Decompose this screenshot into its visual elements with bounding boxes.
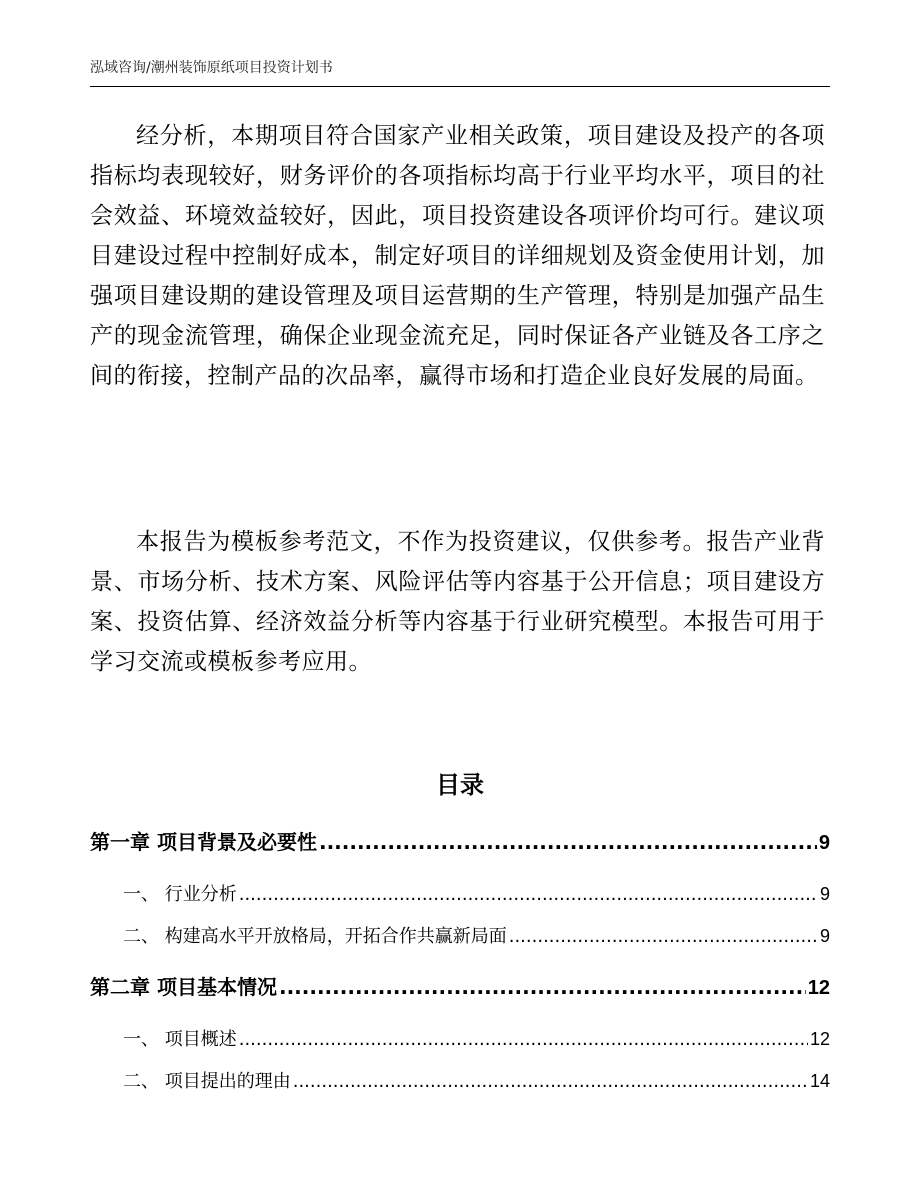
toc-section-label: 一、 行业分析 xyxy=(123,884,237,905)
toc-section-label: 二、 构建高水平开放格局，开拓合作共赢新局面 xyxy=(123,926,507,947)
toc-leader-dots xyxy=(509,922,818,952)
toc-section-1-2[interactable] xyxy=(123,921,830,952)
toc-leader-dots xyxy=(319,826,817,858)
toc-leader-dots xyxy=(293,1067,808,1097)
toc-section-2-2[interactable] xyxy=(123,1066,830,1097)
toc-section-2-1[interactable] xyxy=(123,1024,830,1055)
toc-chapter-label: 第二章 项目基本情况 xyxy=(90,975,277,999)
toc-page-number: 9 xyxy=(819,884,830,904)
toc-leader-dots xyxy=(239,880,818,910)
body-paragraph-analysis: 经分析，本期项目符合国家产业相关政策，项目建设及投产的各项指标均表现较好，财务评价的各项指标均高于行业平均水平，项目的社会效益、环境效益较好，因此，项目投资建设各项评价均可行。建议项目建设过程中控制好成本，制定好项目的详细规划及资金使用计划，加强项目建设期的建设管理及项目运营期的生产管理，特别是加强产品生产的现金流管理，确保企业现金流充足，同时保证各产业链及各工序之间的衔接，控制产品的次品率，赢得市场和打造企业良好发展的局面。 xyxy=(90,123,825,389)
header-divider xyxy=(90,86,830,87)
toc-title: 目录 xyxy=(436,771,484,799)
toc-chapter-label: 第一章 项目背景及必要性 xyxy=(90,830,317,854)
toc-chapter-1[interactable] xyxy=(90,826,830,859)
body-paragraph-disclaimer: 本报告为模板参考范文，不作为投资建议，仅供参考。报告产业背景、市场分析、技术方案、风险评估等内容基于公开信息；项目建设方案、投资估算、经济效益分析等内容基于行业研究模型。本报告可用于学习交流或模板参考应用。 xyxy=(90,529,825,675)
toc-section-label: 二、 项目提出的理由 xyxy=(123,1071,291,1092)
toc-section-1-1[interactable] xyxy=(123,879,830,910)
toc-leader-dots xyxy=(279,971,806,1003)
toc-page-number: 9 xyxy=(818,832,830,854)
toc-chapter-2[interactable] xyxy=(90,971,830,1004)
toc-leader-dots xyxy=(239,1025,808,1055)
toc-page-number: 12 xyxy=(807,977,830,999)
toc-page-number: 14 xyxy=(809,1071,830,1091)
toc-page-number: 12 xyxy=(809,1029,830,1049)
toc-page-number: 9 xyxy=(819,926,830,946)
toc-section-label: 一、 项目概述 xyxy=(123,1029,237,1050)
page-header: 泓域咨询/潮州装饰原纸项目投资计划书 xyxy=(90,60,333,76)
